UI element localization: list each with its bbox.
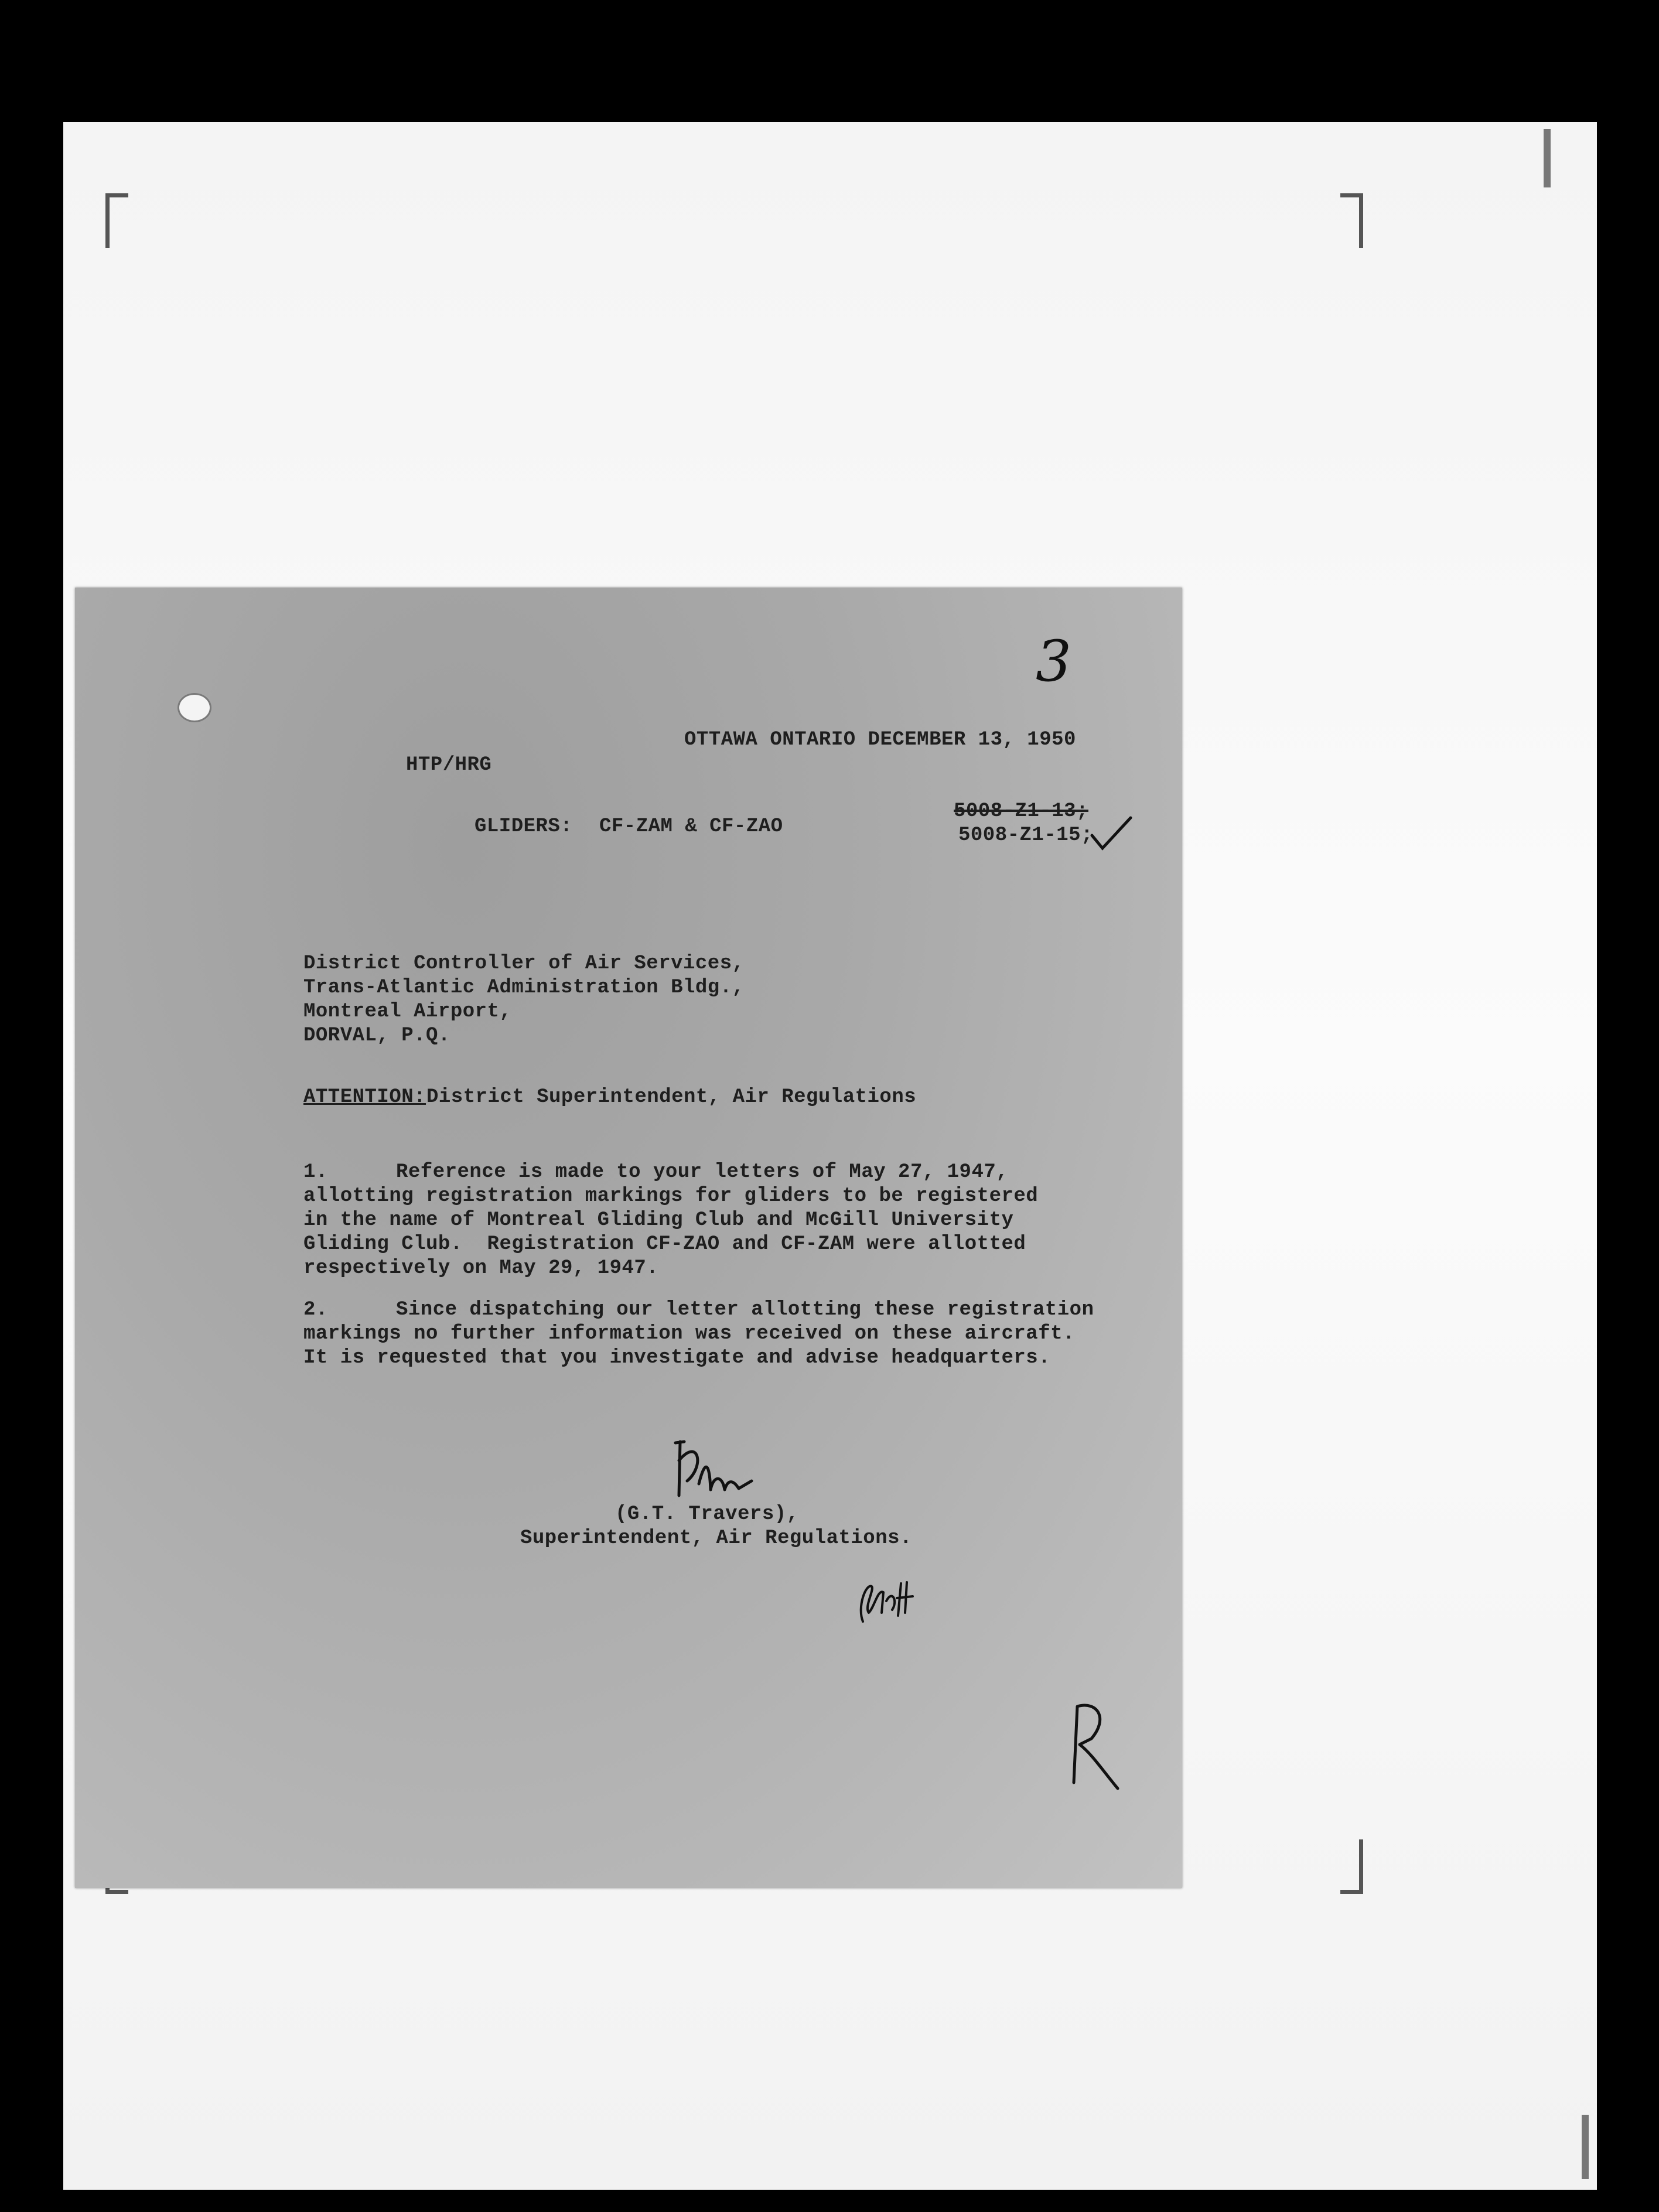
edge-tick-top [1544, 129, 1551, 187]
paragraph-number: 1. [303, 1161, 328, 1183]
paragraph-number: 2. [303, 1299, 328, 1321]
letter-page [75, 588, 1182, 1888]
handwritten-signature [664, 1425, 781, 1513]
crop-mark-bottom-right [1340, 1839, 1363, 1894]
crop-mark-top-right [1340, 193, 1363, 248]
handwritten-letter-r [1062, 1695, 1127, 1794]
attention-value: District Superintendent, Air Regulations [426, 1086, 917, 1108]
crop-mark-top-left [105, 193, 128, 248]
addressee-line: Montreal Airport, [303, 1001, 512, 1023]
place-date: OTTAWA ONTARIO DECEMBER 13, 1950 [684, 729, 1076, 751]
reference-initials: HTP/HRG [406, 754, 492, 776]
paragraph-line: Reference is made to your letters of May 27, 1947, [396, 1161, 1009, 1183]
paragraph-line: markings no further information was received on these aircraft. [303, 1323, 1075, 1345]
paragraph-line: Gliding Club. Registration CF-ZAO and CF-ZAM were allotted [303, 1233, 1026, 1255]
signatory-name: (G.T. Travers), [615, 1503, 799, 1525]
paragraph-line: in the name of Montreal Gliding Club and McGill University [303, 1209, 1014, 1231]
paragraph-line: It is requested that you investigate and advise headquarters. [303, 1347, 1051, 1369]
addressee-line: District Controller of Air Services, [303, 953, 745, 975]
paragraph-line: Since dispatching our letter allotting these registration [396, 1299, 1094, 1321]
paragraph-line: respectively on May 29, 1947. [303, 1257, 659, 1279]
paragraph-line: allotting registration markings for gliders to be registered [303, 1185, 1039, 1207]
signatory-title: Superintendent, Air Regulations. [520, 1527, 912, 1549]
file-reference: 5008-Z1-15; [958, 824, 1093, 846]
subject-label: GLIDERS: [475, 815, 573, 838]
handwritten-initials [851, 1566, 927, 1630]
attention-label: ATTENTION: [303, 1086, 426, 1108]
punch-hole [177, 693, 211, 722]
handwritten-page-number: 3 [1036, 629, 1072, 694]
subject-value: CF-ZAM & CF-ZAO [599, 815, 783, 838]
file-reference-struck: 5008-Z1-13; [954, 800, 1088, 822]
addressee-line: DORVAL, P.Q. [303, 1025, 450, 1047]
addressee-line: Trans-Atlantic Administration Bldg., [303, 977, 745, 999]
check-mark-icon [1088, 813, 1135, 860]
edge-tick-bottom [1582, 2115, 1589, 2179]
